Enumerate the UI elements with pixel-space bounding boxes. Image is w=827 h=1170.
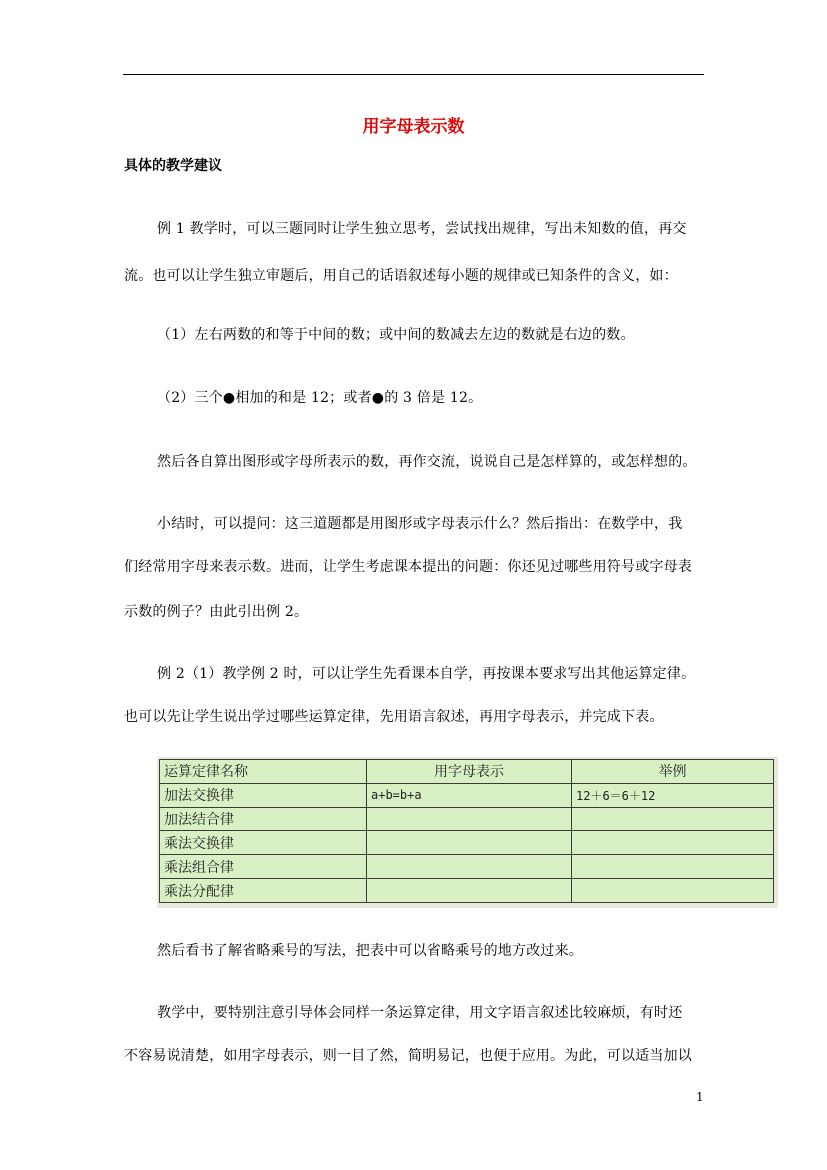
table-cell: [367, 879, 572, 903]
table-cell: 12＋6＝6＋12: [572, 783, 774, 807]
paragraph-line: 然后各自算出图形或字母所表示的数，再作交流，说说自己是怎样算的，或怎样想的。: [157, 454, 697, 470]
operation-rules-table: [159, 759, 774, 903]
paragraph-line: 教学中，要特别注意引导体会同样一条运算定律，用文字语言叙述比较麻烦，有时还: [157, 1005, 683, 1021]
paragraph-line: 不容易说清楚，如用字母表示，则一目了然，简明易记，也便于应用。为此，可以适当加以: [124, 1048, 692, 1064]
paragraph-line: 例 2（1）教学例 2 时，可以让学生先看课本自学，再按课本要求写出其他运算定律。: [157, 666, 696, 682]
paragraph-line: 也可以先让学生说出学过哪些运算定律，先用语言叙述，再用字母表示，并完成下表。: [124, 709, 664, 725]
table-cell: 加法结合律: [160, 807, 367, 831]
paragraph-line: 然后看书了解省略乘号的写法，把表中可以省略乘号的地方改过来。: [157, 943, 583, 959]
table-cell: [572, 855, 774, 879]
paragraph-line: （2）三个●相加的和是 12；或者●的 3 倍是 12。: [157, 390, 483, 406]
paragraph-line: 示数的例子？由此引出例 2。: [124, 604, 309, 620]
section-heading: 具体的教学建议: [124, 158, 222, 174]
table-row: [160, 783, 774, 807]
table-cell: [572, 831, 774, 855]
table-row: [160, 855, 774, 879]
paragraph-line: 们经常用字母来表示数。进而，让学生考虑课本提出的问题：你还见过哪些用符号或字母表: [124, 559, 692, 575]
table-cell: 乘法交换律: [160, 831, 367, 855]
table-row: [160, 807, 774, 831]
table-cell: 乘法分配律: [160, 879, 367, 903]
page-number: 1: [696, 1090, 704, 1104]
table-cell: 加法交换律: [160, 783, 367, 807]
table-cell: [367, 807, 572, 831]
table-header-row: [160, 760, 774, 784]
header-rule: [123, 74, 704, 75]
rules-table-frame: [157, 757, 778, 908]
table-cell: a+b=b+a: [367, 783, 572, 807]
document-title: 用字母表示数: [362, 117, 465, 137]
table-header-cell: 用字母表示: [367, 760, 572, 784]
paragraph-line: 小结时，可以提问：这三道题都是用图形或字母表示什么？然后指出：在数学中，我: [157, 516, 683, 532]
table-row: [160, 879, 774, 903]
paragraph-line: 例 1 教学时，可以三题同时让学生独立思考，尝试找出规律，写出未知数的值，再交: [157, 221, 687, 237]
table-cell: 乘法组合律: [160, 855, 367, 879]
table-row: [160, 831, 774, 855]
table-cell: [572, 807, 774, 831]
table-header-cell: 举例: [572, 760, 774, 784]
paragraph-line: 流。也可以让学生独立审题后，用自己的话语叙述每小题的规律或已知条件的含义，如：: [124, 268, 678, 284]
table-header-cell: 运算定律名称: [160, 760, 367, 784]
table-cell: [367, 831, 572, 855]
paragraph-line: （1）左右两数的和等于中间的数；或中间的数减去左边的数就是右边的数。: [157, 327, 635, 343]
table-cell: [572, 879, 774, 903]
table-cell: [367, 855, 572, 879]
